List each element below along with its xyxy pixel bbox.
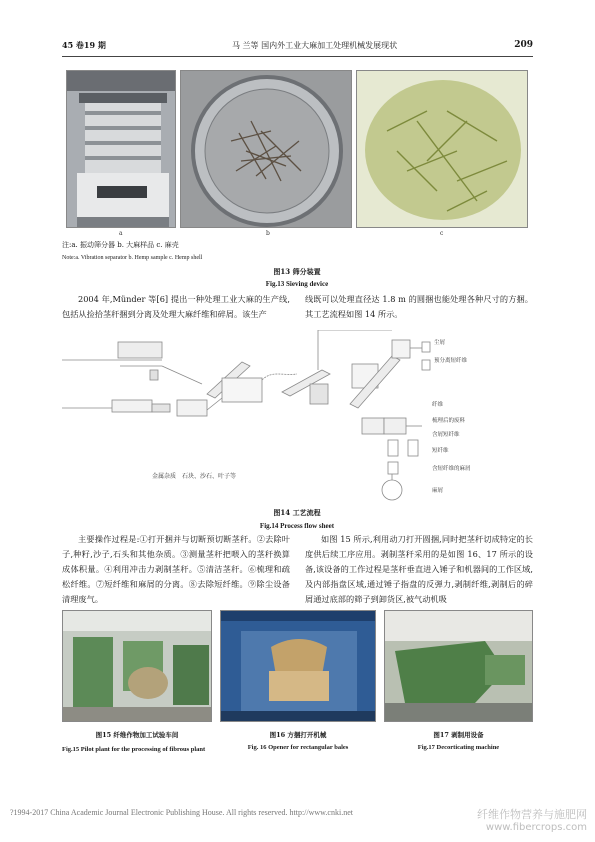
fig14-label-fiber: 纤维	[432, 402, 444, 408]
fig14-label-short-fiber: 短纤维	[432, 448, 449, 454]
fig13-caption-cn: 图13 筛分装置	[273, 267, 321, 276]
paragraph1-left: 2004 年,Münder 等[6] 提出一种处理工业大麻的生产线,包括从捡拾茎秆捆到分离及处理大麻纤维和碎屑。该生产	[62, 294, 290, 319]
fig13-note-en: Note:a. Vibration separator b. Hemp sample c. Hemp shell	[62, 255, 203, 261]
fig14-label-pre-separated-short-fiber: 预分离短纤维	[434, 358, 468, 364]
fig17-caption-en: Fig.17 Decorticating machine	[417, 744, 500, 751]
paragraph1-right: 线既可以处理直径达 1.8 m 的圆捆也能处理各种尺寸的方捆。其工艺流程如图 14 所示。	[305, 294, 533, 319]
fig14-label-shives: 麻屑	[432, 488, 444, 494]
fig13c-hemp-shell-photo	[356, 70, 528, 228]
volume-issue: 45 卷19 期	[62, 40, 106, 50]
fig14-caption-en: Fig.14 Process flow sheet	[259, 522, 335, 530]
watermark-cn: 纤维作物营养与施肥网	[477, 808, 587, 821]
fig14-label-combing-waste: 梳理后的废料	[432, 418, 466, 424]
fig13-sublabel-a: a	[119, 230, 123, 237]
fig13b-hemp-sample-photo	[180, 70, 352, 228]
fig15-pilot-plant-photo	[62, 610, 212, 722]
running-header	[62, 40, 533, 54]
fig13-sublabel-c: c	[440, 230, 444, 237]
copyright-footer: ?1994-2017 China Academic Journal Electronic Publishing House. All rights reserved. http://www.cnki.net	[10, 808, 353, 817]
fig13-note-cn: 注:a. 振动筛分器 b. 大麻样品 c. 麻壳	[62, 241, 179, 249]
fig13-caption-en: Fig.13 Sieving device	[265, 280, 329, 288]
fig16-bale-opener-photo	[220, 610, 376, 722]
fig17-caption-cn: 图17 剥制用设备	[433, 731, 484, 739]
fig14-label-shives-with-short-fiber: 含短纤维的麻屑	[432, 466, 471, 472]
paragraph2-right: 如图 15 所示,利用动刀打开圆捆,同时把茎秆切成特定的长度供后续工序应用。剥制茎秆采用的是如图 16、17 所示的设备,该设备的工作过程是茎秆垂直进入锤子和机器间的工作区域,及内部指盘区域,通过锤子指盘的反弹力,剥制纤维,剥制后的碎屑通过底部的筛子到卸货区,被气动机吸	[305, 534, 533, 604]
watermark-url: www.fibercrops.com	[485, 822, 587, 833]
fig14-label-short-fiber-with-shives: 含屑短纤维	[432, 432, 460, 438]
page-number: 209	[514, 40, 533, 50]
fig16-caption-cn: 图16 方捆打开机械	[269, 731, 327, 739]
fig13a-vibration-separator-photo	[66, 70, 176, 228]
fig13-sublabel-b: b	[266, 230, 270, 237]
fig14-label-metal-impurity: 金属杂质	[152, 473, 177, 480]
fig14-label-dust: 尘屑	[434, 340, 446, 346]
header-rule	[62, 56, 533, 57]
fig15-caption-en: Fig.15 Pilot plant for the processing of fibrous plant	[62, 746, 206, 753]
fig17-decorticating-machine-photo	[384, 610, 533, 722]
fig16-caption-en: Fig. 16 Opener for rectangular bales	[247, 744, 349, 751]
fig14-caption-cn: 图14 工艺流程	[273, 508, 321, 517]
running-title: 马 兰等 国内外工业大麻加工处理机械发展现状	[232, 41, 398, 50]
fig14-process-flow-diagram	[62, 330, 533, 505]
fig15-caption-cn: 图15 纤维作物加工试验车间	[95, 731, 179, 739]
paragraph2-left: 主要操作过程是:①打开捆并与切断预切断茎秆。②去除叶子,种籽,沙子,石头和其他杂质。③测量茎秆把喂入的茎秆换算成体积量。④利用冲击力剥制茎秆。⑤清洁茎秆。⑥梳理和疏松纤维。⑦短纤维和麻屑的分离。⑧去除短纤维。⑨除尘设备清理废气。	[62, 534, 290, 604]
fig14-label-stones-sand-leaves: 石块、沙石、叶子等	[182, 473, 237, 480]
